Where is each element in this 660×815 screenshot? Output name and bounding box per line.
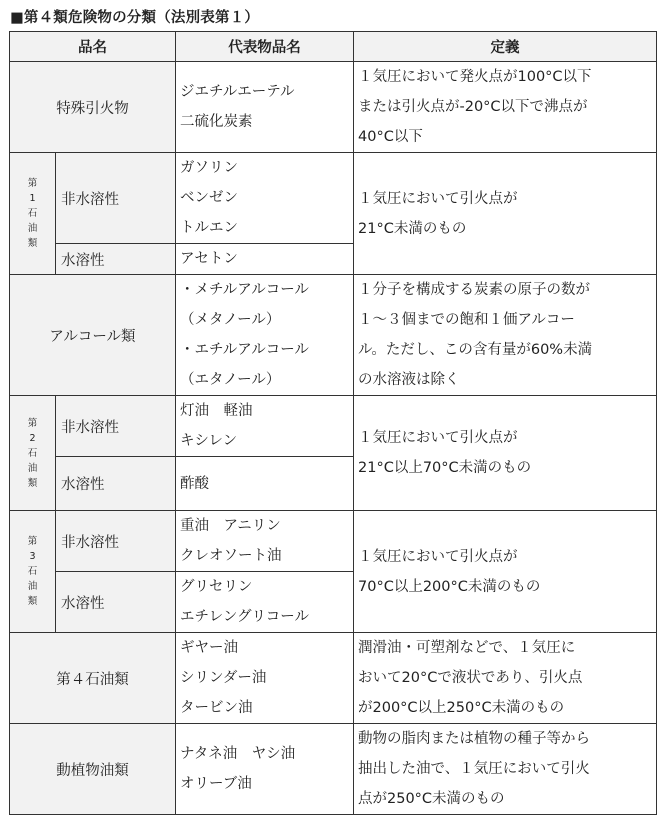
header-name: 品名 [10, 32, 176, 62]
examples-cell [176, 275, 354, 396]
examples-cell [176, 244, 354, 275]
group-char: 油 [27, 223, 38, 234]
header-row [10, 32, 657, 62]
group-char: 石 [27, 208, 38, 219]
group-label-petro2 [10, 396, 56, 511]
example-item: アセトン [180, 251, 238, 267]
subcategory-insoluble: 非水溶性 [56, 396, 176, 457]
definition-line: １気圧において引火点が [358, 548, 518, 565]
group-char: 類 [27, 477, 38, 489]
category-name: 動植物油類 [10, 724, 176, 815]
group-char: 石 [27, 447, 38, 459]
group-char: 類 [27, 596, 38, 607]
example-item: ・メチルアルコール [180, 282, 309, 298]
examples-cell [176, 62, 354, 153]
table-row [10, 633, 657, 724]
example-item: （メタノール） [180, 312, 281, 328]
examples-cell [176, 633, 354, 724]
definition-line: ル。ただし、この含有量が60%未満 [358, 342, 593, 358]
definition-cell [354, 62, 657, 153]
examples-cell [176, 153, 354, 244]
example-item: ・エチルアルコール [180, 342, 309, 358]
example-item: 二硫化炭素 [180, 114, 253, 130]
definition-line: おいて20°Cで液状であり、引火点 [358, 670, 583, 686]
definition-line: 21°C未満のもの [358, 220, 467, 237]
group-char: 第 [27, 536, 38, 547]
definition-line: 点が250°C未満のもの [358, 791, 505, 807]
example-item: ジエチルエーテル [180, 84, 295, 100]
definition-cell [354, 511, 657, 633]
definition-line: が200°C以上250°C未満のもの [358, 700, 565, 716]
group-char: 石 [27, 566, 38, 577]
definition-line: 40°C以下 [358, 129, 423, 145]
table-row [10, 62, 657, 153]
category-name: 特殊引火物 [10, 62, 176, 153]
example-item: オリーブ油 [180, 776, 252, 792]
group-char: 第 [27, 417, 38, 429]
definition-line: 70°C以上200°C未満のもの [358, 578, 541, 595]
example-item: シリンダー油 [180, 670, 267, 686]
hazard-classification-table [9, 31, 657, 815]
definition-line: または引火点が-20°C以下で沸点が [358, 99, 588, 115]
category-name: 第４石油類 [10, 633, 176, 724]
definition-line: １～３個までの飽和１価アルコー [358, 312, 575, 328]
group-label-petro1 [10, 153, 56, 275]
examples-cell [176, 457, 354, 511]
example-item: タービン油 [180, 700, 253, 716]
definition-line: 動物の脂肉または植物の種子等から [358, 731, 590, 747]
subcategory-soluble: 水溶性 [56, 572, 176, 633]
example-item: トルエン [180, 220, 238, 236]
header-definition: 定義 [354, 32, 657, 62]
example-item: 酢酸 [180, 475, 209, 492]
table-row [10, 396, 657, 457]
table-row [10, 724, 657, 815]
definition-line: 抽出した油で、１気圧において引火 [358, 761, 590, 777]
example-item: ベンゼン [180, 190, 238, 206]
subcategory-soluble: 水溶性 [56, 457, 176, 511]
table-row [10, 153, 657, 244]
group-char: 1 [29, 193, 36, 204]
example-item: 重油 アニリン [180, 518, 281, 534]
definition-cell [354, 396, 657, 511]
example-item: 灯油 軽油 [180, 403, 253, 419]
definition-cell [354, 724, 657, 815]
examples-cell [176, 724, 354, 815]
example-item: キシレン [180, 433, 238, 449]
subcategory-insoluble: 非水溶性 [56, 153, 176, 244]
examples-cell [176, 396, 354, 457]
definition-cell [354, 633, 657, 724]
definition-line: 21°C以上70°C未満のもの [358, 460, 532, 476]
definition-line: １気圧において発火点が100°C以下 [358, 69, 592, 85]
group-label-petro3 [10, 511, 56, 633]
example-item: クレオソート油 [180, 548, 282, 564]
example-item: エチレングリコール [180, 609, 309, 625]
examples-cell [176, 572, 354, 633]
category-name: アルコール類 [10, 275, 176, 396]
group-char: 油 [27, 462, 38, 474]
examples-cell [176, 511, 354, 572]
example-item: グリセリン [180, 579, 253, 595]
group-char: 第 [27, 178, 38, 189]
group-char: 3 [29, 551, 36, 562]
group-char: 類 [27, 238, 38, 249]
table-row [10, 275, 657, 396]
definition-line: 潤滑油・可塑剤などで、１気圧に [358, 640, 576, 656]
definition-line: の水溶液は除く [358, 372, 460, 388]
definition-line: １気圧において引火点が [358, 430, 518, 446]
group-char: 油 [27, 581, 38, 592]
definition-line: １気圧において引火点が [358, 190, 518, 207]
example-item: ガソリン [180, 160, 238, 176]
table-title: ■第４類危険物の分類（法別表第１） [10, 10, 260, 26]
definition-cell [354, 275, 657, 396]
group-char: 2 [29, 432, 36, 444]
subcategory-insoluble: 非水溶性 [56, 511, 176, 572]
header-examples: 代表物品名 [176, 32, 354, 62]
subcategory-soluble: 水溶性 [56, 244, 176, 275]
example-item: ギヤー油 [180, 640, 238, 656]
example-item: （エタノール） [180, 372, 281, 388]
example-item: ナタネ油 ヤシ油 [180, 746, 296, 762]
definition-cell [354, 153, 657, 275]
definition-line: １分子を構成する炭素の原子の数が [358, 282, 590, 298]
table-row [10, 511, 657, 572]
